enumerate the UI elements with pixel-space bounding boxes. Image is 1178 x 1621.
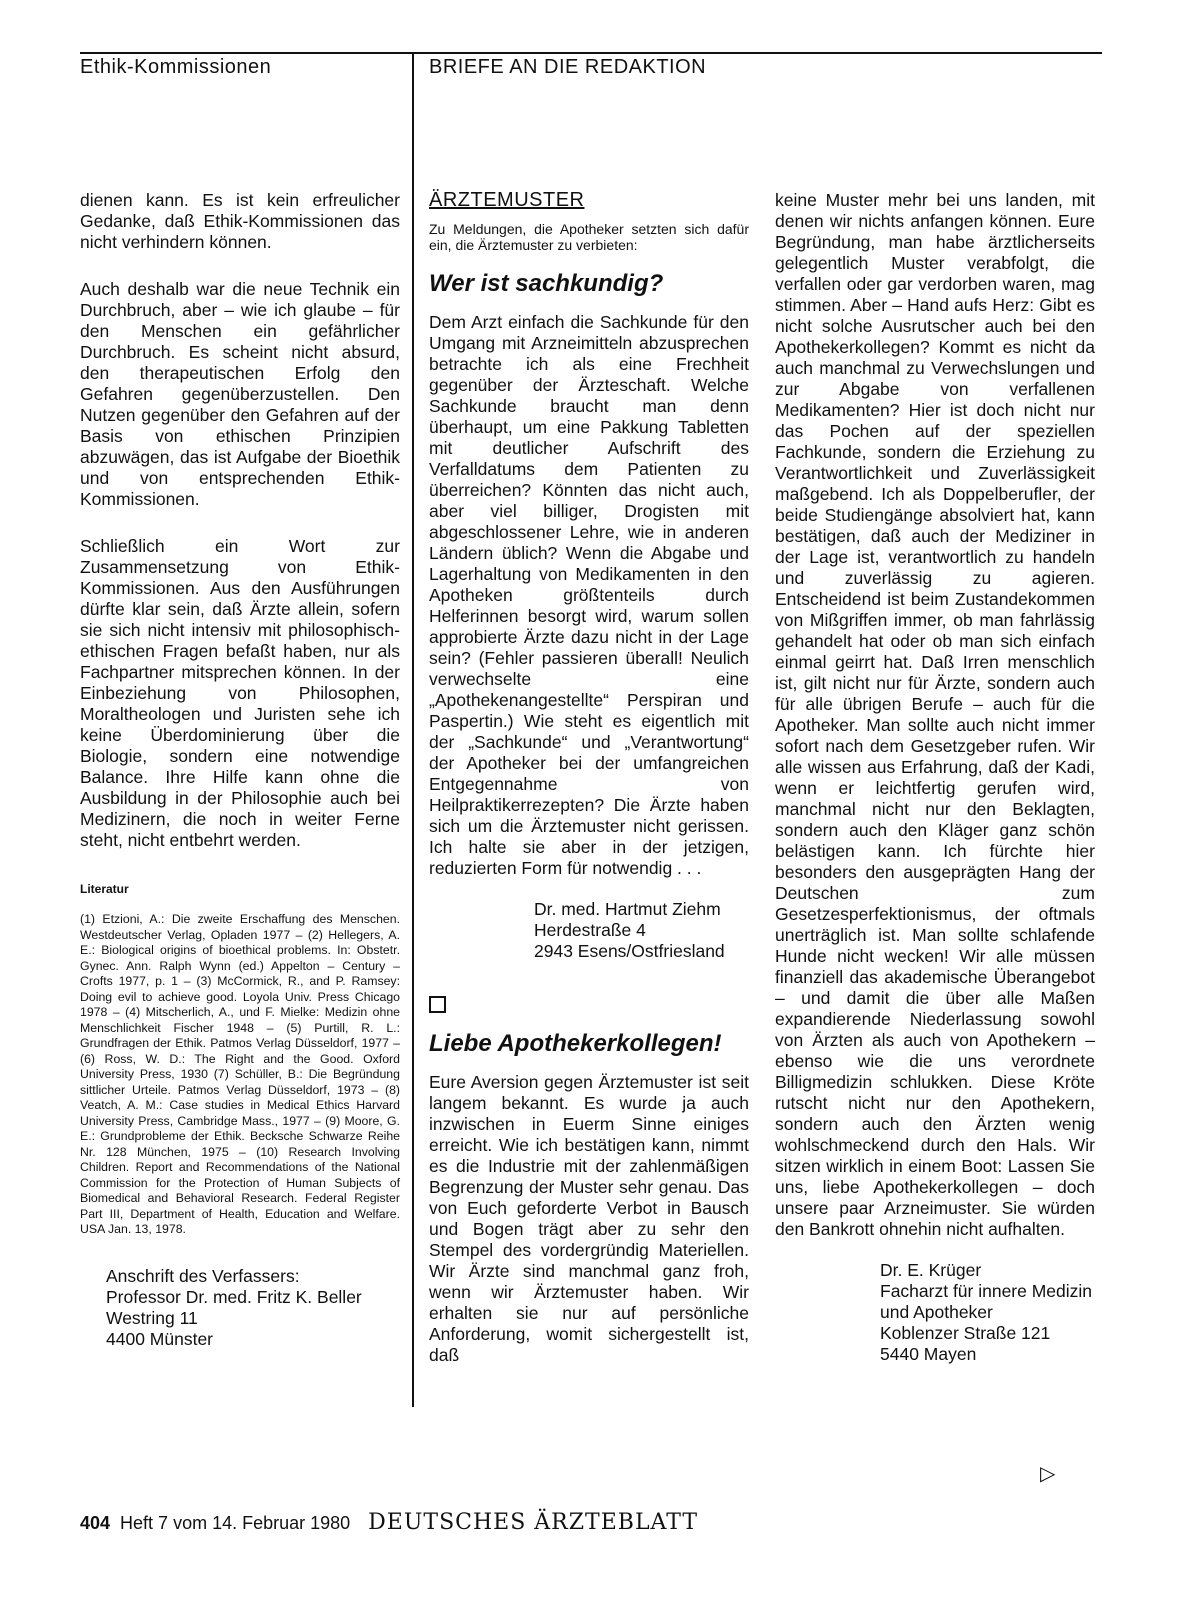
letter-body: keine Muster mehr bei uns landen, mit denen wir nichts anfangen können. Eure Begründung, man habe ärztlicherseits gelegentlich Muster verabfolgt, die verfallen oder gar verdorben waren, mag stimmen. Aber – Hand aufs Herz: Gibt es nicht solche Ausrutscher auch bei den Apothekerkollegen? Kommt es nicht da auch manchmal zu Verwechslungen und zur Abgabe von verfallenen Medikamenten? Hier ist doch nicht nur das Pochen auf der speziellen Fachkunde, sondern die Erziehung zu Verantwortlichkeit und Zuverlässigkeit maßgebend. Ich als Doppelberufler, der beide Studiengänge absolviert hat, kann bestätigen, daß auch der Mediziner in der Lage ist, verantwortlich zu handeln und zuverlässig zu agieren. Entscheidend ist beim Zustandekommen von Mißgriffen immer, ob man fahrlässig gehandelt hat oder ob man sich einfach einmal geirrt hat. Daß Irren menschlich ist, gilt nicht nur für Ärzte, sondern auch für alle übrigen Berufe – auch für die Apotheker. Man sollte auch nicht immer sofort nach dem Gesetzgeber rufen. Wir alle wissen aus Erfahrung, daß der Kadi, wenn er leichtfertig gerufen wird, manchmal nicht nur den Beklagten, sondern auch den Kläger ganz schön belästigen kann. Ich fürchte hier besonders den ausgeprägten Hang der Deutschen zum Gesetzesperfektionismus, der oftmals unerträglich ist. Man sollte schlafende Hunde nicht wecken! Wir alle müssen finanziell das akademische Überangebot – und damit die über alle Maßen expandierende Niederlassung sowohl von Ärzten als auch von Apothekern – ebenso wie die uns verordnete Billigmedizin schlukken. Diese Kröte rutscht nicht nur den Apothekern, sondern auch den Ärzten wenig wohlschmeckend durch den Hals. Wir sitzen wirklich in einem Boot: Lassen Sie uns, liebe Apothekerkollegen – doch unsere paar Arzneimuster. Sie würden den Bankrott ohnehin nicht aufhalten. — [775, 190, 1095, 1239]
page-footer — [80, 1510, 698, 1535]
section-heading: ÄRZTEMUSTER — [429, 189, 585, 211]
letter-body: Dem Arzt einfach die Sachkunde für den Umgang mit Arzneimitteln abzusprechen betrachte ich als eine Frechheit gegenüber der Ärzteschaft. Welche Sachkunde braucht man denn überhaupt, um eine Pakkung Tabletten mit deutlicher Aufschrift des Verfalldatums dem Patienten zu überreichen? Könnten das nicht auch, aber viel billiger, Drogisten mit abgeschlossener Lehre, wie in anderen Ländern üblich? Wenn die Abgabe und Lagerhaltung von Medikamenten in den Apotheken größtenteils durch Helferinnen besorgt wird, warum sollen approbierte Ärzte dazu nicht in der Lage sein? (Fehler passieren überall! Neulich verwechselte eine „Apothekenangestellte“ Perspiran und Paspertin.) Wie steht es eigentlich mit der „Sachkunde“ und „Verantwortung“ der Apotheker bei der umfangreichen Entgegennahme von Heilpraktikerrezepten? Die Ärzte haben sich um die Ärztemuster nicht gerissen. Ich halte sie aber in der jetzigen, reduzierten Form für notwendig . . . — [429, 312, 749, 878]
issue-info: Heft 7 vom 14. Februar 1980 — [120, 1513, 351, 1533]
address-line: 4400 Münster — [106, 1328, 214, 1349]
signature-line: Facharzt für innere Medizin — [880, 1281, 1093, 1301]
paragraph: Auch deshalb war die neue Technik ein Durchbruch, aber – wie ich glaube – für den Menschen ein gefährlicher Durchbruch. Es scheint nicht absurd, den therapeutischen Erfolg den Gefahren gegenüberzustellen. Den Nutzen gegenüber den Gefahren auf der Basis von ethischen Prinzipien abzuwägen, das ist Aufgabe der Bioethik und von entsprechenden Ethik-Kommissionen. — [80, 279, 400, 509]
column-1 — [80, 190, 400, 1350]
paragraph: Schließlich ein Wort zur Zusammensetzung von Ethik-Kommissionen. Aus den Ausführungen dürfte klar sein, daß Ärzte allein, sofern sie sich nicht intensiv mit philosophisch-ethischen Fragen befaßt haben, nur als Fachpartner mitsprechen können. In der Einbeziehung von Philosophen, Moraltheologen und Juristen sehe ich keine Überdominierung über die Biologie, sondern eine notwendige Balance. Ihre Hilfe kann ohne die Ausbildung in der Philosophie auch bei Medizinern, die noch in weiter Ferne steht, nicht entbehrt werden. — [80, 536, 400, 850]
letter-title: Wer ist sachkundig? — [429, 270, 664, 297]
page-number: 404 — [80, 1513, 111, 1533]
signature-line: Dr. med. Hartmut Ziehm — [534, 899, 721, 919]
signature-line: Herdestraße 4 — [534, 920, 646, 940]
letter-title: Liebe Apothekerkollegen! — [429, 1030, 722, 1057]
address-line: Professor Dr. med. Fritz K. Beller — [106, 1286, 362, 1307]
column-3 — [775, 190, 1095, 1365]
square-end-icon — [429, 996, 446, 1013]
signature-line: und Apotheker — [880, 1302, 993, 1322]
column-2 — [429, 190, 749, 1366]
signature-line: 2943 Esens/Ostfriesland — [534, 941, 725, 961]
letter-signature — [534, 899, 749, 962]
column-divider — [412, 52, 414, 1407]
address-line: Westring 11 — [106, 1307, 198, 1328]
section-label-right: BRIEFE AN DIE REDAKTION — [429, 56, 707, 78]
author-address — [106, 1266, 400, 1350]
section-label-left: Ethik-Kommissionen — [80, 56, 272, 78]
section-intro: Zu Meldungen, die Apotheker setzten sich dafür ein, die Ärztemuster zu verbieten: — [429, 221, 749, 253]
literature-title: Literatur — [80, 882, 129, 896]
address-line: Anschrift des Verfassers: — [106, 1265, 300, 1286]
paragraph: dienen kann. Es ist kein erfreulicher Gedanke, daß Ethik-Kommissionen das nicht verhindern können. — [80, 190, 400, 252]
letter-signature — [880, 1260, 1095, 1365]
continue-arrow-icon: ▷ — [1040, 1463, 1056, 1485]
signature-line: Dr. E. Krüger — [880, 1260, 982, 1280]
signature-line: 5440 Mayen — [880, 1344, 977, 1364]
letter-body: Eure Aversion gegen Ärztemuster ist seit langem bekannt. Es wurde ja auch inzwischen in Euerm Sinne einiges erreicht. Wie ich bestätigen kann, nimmt es die Industrie mit der zahlenmäßigen Begrenzung der Muster sehr genau. Das von Euch geforderte Verbot in Bausch und Bogen trägt aber zu sehr den Stempel des vordergründig Materiellen. Wir Ärzte sind manchmal ganz froh, wenn wir Ärztemuster haben. Wir erhalten sie nur auf persönliche Anforderung, womit sichergestellt ist, daß — [429, 1072, 749, 1365]
journal-name: DEUTSCHES ÄRZTEBLATT — [368, 1510, 698, 1535]
literature-list: (1) Etzioni, A.: Die zweite Erschaffung des Menschen. Westdeutscher Verlag, Opladen 1977 – (2) Hellegers, A. E.: Biological origins of bioethical problems. In: Obstetr. Gynec. Ann. Ralph Wynn (ed.) Appelton – Century – Crofts 1977, p. 1 – (3) McCormick, R., and P. Ramsey: Doing evil to achieve good. Loyola Univ. Press Chicago 1978 – (4) Mitscherlich, A., und F. Mielke: Medizin ohne Menschlichkeit Fischer 1948 – (5) Purtill, R. L.: Grundfragen der Ethik. Patmos Verlag Düsseldorf, 1977 – (6) Ross, W. D.: The Right and the Good. Oxford University Press, 1930 (7) Schüller, B.: Die Begründung sittlicher Urteile. Patmos Verlag Düsseldorf, 1973 – (8) Veatch, A. M.: Case studies in Medical Ethics Harvard University Press, Cambridge Mass., 1977 – (9) Moore, G. E.: Grundprobleme der Ethik. Becksche Schwarze Reihe Nr. 128 München, 1975 – (10) Research Involving Children. Report and Recommendations of the National Commission for the Protection of Human Subjects of Biomedical and Behavioral Research. Federal Register Part III, Department of Health, Education and Welfare. USA Jan. 13, 1978. — [80, 912, 400, 1236]
header-rule — [80, 52, 1102, 54]
signature-line: Koblenzer Straße 121 — [880, 1323, 1051, 1343]
